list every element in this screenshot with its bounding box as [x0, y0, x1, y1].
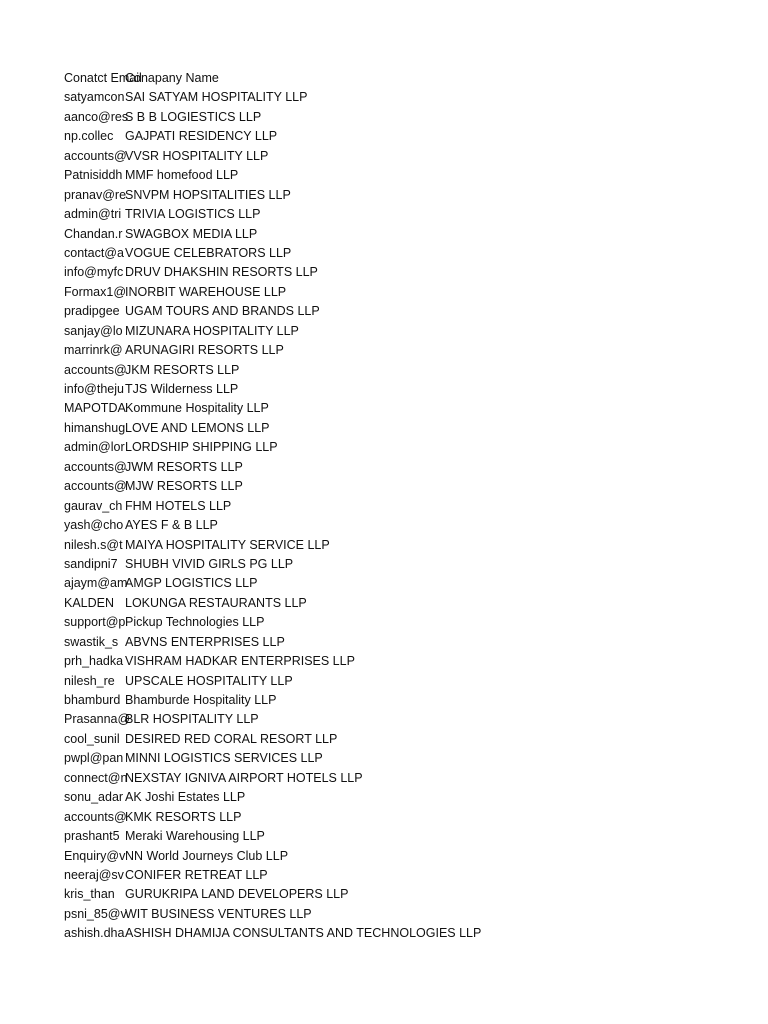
company-name-cell: NEXSTAY IGNIVA AIRPORT HOTELS LLP [125, 770, 363, 785]
contact-email-cell: himanshug [64, 420, 126, 435]
company-name-cell: VISHRAM HADKAR ENTERPRISES LLP [125, 654, 355, 669]
table-header-row [64, 69, 744, 88]
company-name-cell: AK Joshi Estates LLP [125, 790, 246, 805]
contact-email-cell: kris_than [64, 887, 115, 902]
contact-email-cell: nilesh.s@t [64, 537, 123, 552]
table-row [64, 788, 744, 807]
contact-email-cell: admin@lor [64, 440, 125, 455]
company-name-cell: JWM RESORTS LLP [125, 459, 243, 474]
company-name-cell: LOKUNGA RESTAURANTS LLP [125, 595, 307, 610]
company-name-cell: SAI SATYAM HOSPITALITY LLP [125, 90, 308, 105]
table-row [64, 749, 744, 768]
contact-email-cell: ashish.dha [64, 926, 125, 941]
contact-email-cell: yash@cho [64, 518, 124, 533]
table-row [64, 633, 744, 652]
table-row [64, 263, 744, 282]
table-row [64, 361, 744, 380]
company-name-cell: UPSCALE HOSPITALITY LLP [125, 673, 293, 688]
contact-email-cell: Prasanna@ [64, 712, 131, 727]
table-row [64, 322, 744, 341]
company-name-cell: DESIRED RED CORAL RESORT LLP [125, 731, 338, 746]
company-name-cell: JKM RESORTS LLP [125, 362, 240, 377]
table-row [64, 166, 744, 185]
table-row [64, 691, 744, 710]
contact-email-cell: accounts@ [64, 459, 127, 474]
company-name-cell: MINNI LOGISTICS SERVICES LLP [125, 751, 323, 766]
table-row [64, 225, 744, 244]
contact-email-cell: sanjay@lo [64, 323, 123, 338]
contact-email-cell: accounts@ [64, 148, 127, 163]
company-name-cell: KMK RESORTS LLP [125, 809, 242, 824]
contact-email-cell: swastik_s [64, 634, 119, 649]
table-row [64, 186, 744, 205]
table-row [64, 419, 744, 438]
company-name-cell: Kommune Hospitality LLP [125, 401, 269, 416]
table-row [64, 108, 744, 127]
table-row [64, 730, 744, 749]
contact-email-cell: contact@a [64, 245, 124, 260]
table-row [64, 147, 744, 166]
table-row [64, 244, 744, 263]
contact-email-cell: Enquiry@v [64, 848, 126, 863]
company-name-cell: Pickup Technologies LLP [125, 615, 265, 630]
table-row [64, 847, 744, 866]
company-name-cell: CONIFER RETREAT LLP [125, 867, 268, 882]
table-body [64, 88, 744, 943]
contact-email-cell: cool_sunil [64, 731, 120, 746]
company-name-cell: ABVNS ENTERPRISES LLP [125, 634, 285, 649]
company-name-cell: UGAM TOURS AND BRANDS LLP [125, 304, 320, 319]
company-name-header: Conapany Name [125, 71, 219, 85]
company-name-cell: ASHISH DHAMIJA CONSULTANTS AND TECHNOLOGIES LLP [125, 926, 482, 941]
company-name-cell: MJW RESORTS LLP [125, 479, 243, 494]
table-row [64, 283, 744, 302]
table-row [64, 438, 744, 457]
company-name-cell: ARUNAGIRI RESORTS LLP [125, 343, 284, 358]
contact-email-cell: ajaym@am [64, 576, 128, 591]
table-row [64, 594, 744, 613]
company-name-cell: VOGUE CELEBRATORS LLP [125, 245, 292, 260]
company-name-cell: SHUBH VIVID GIRLS PG LLP [125, 556, 294, 571]
company-name-cell: AYES F & B LLP [125, 518, 218, 533]
contact-email-cell: sandipni7 [64, 556, 118, 571]
company-name-cell: S B B LOGIESTICS LLP [125, 109, 262, 124]
company-name-cell: TJS Wilderness LLP [125, 382, 239, 396]
table-row [64, 302, 744, 321]
contact-email-cell: np.collec [64, 129, 114, 144]
table-row [64, 924, 744, 943]
contact-email-cell: Chandan.r [64, 226, 123, 241]
company-name-cell: SWAGBOX MEDIA LLP [125, 226, 258, 241]
contact-email-cell: support@p [64, 615, 126, 630]
contact-email-cell: accounts@ [64, 479, 127, 494]
table-row [64, 497, 744, 516]
table-row [64, 458, 744, 477]
table-row [64, 380, 744, 399]
contact-email-cell: pwpl@pan [64, 751, 124, 766]
contact-email-cell: accounts@ [64, 809, 127, 824]
contact-email-cell: marrinrk@ [64, 343, 123, 358]
company-name-cell: MAIYA HOSPITALITY SERVICE LLP [125, 537, 330, 552]
contact-email-cell: prh_hadka [64, 654, 124, 669]
table-row [64, 866, 744, 885]
company-name-cell: SNVPM HOPSITALITIES LLP [125, 187, 291, 202]
contact-email-cell: gaurav_ch [64, 498, 123, 513]
company-name-cell: FHM HOTELS LLP [125, 498, 232, 513]
contact-email-cell: sonu_adar [64, 790, 124, 805]
table-row [64, 652, 744, 671]
company-name-cell: GURUKRIPA LAND DEVELOPERS LLP [125, 887, 349, 902]
company-name-cell: DRUV DHAKSHIN RESORTS LLP [125, 265, 318, 280]
contact-email-cell: aanco@res [64, 109, 129, 124]
table-row [64, 885, 744, 904]
company-name-cell: MMF homefood LLP [125, 168, 239, 183]
contact-email-cell: psni_85@v [64, 906, 127, 921]
company-name-cell: LORDSHIP SHIPPING LLP [125, 440, 278, 455]
company-name-cell: GAJPATI RESIDENCY LLP [125, 129, 278, 144]
company-name-cell: TRIVIA LOGISTICS LLP [125, 207, 261, 222]
company-name-cell: VVSR HOSPITALITY LLP [125, 148, 269, 163]
contact-email-cell: MAPOTDA [64, 401, 126, 416]
table-row [64, 905, 744, 924]
table-row [64, 88, 744, 107]
table-row [64, 808, 744, 827]
contact-email-cell: info@myfc [64, 265, 124, 280]
table-row [64, 127, 744, 146]
table-row [64, 399, 744, 418]
contact-email-cell: nilesh_re [64, 673, 115, 688]
contact-email-cell: Formax1@ [64, 284, 127, 299]
contact-email-cell: connect@n [64, 770, 128, 785]
contact-email-cell: bhamburd [64, 693, 121, 707]
company-name-cell: NN World Journeys Club LLP [125, 848, 289, 863]
table-row [64, 769, 744, 788]
contact-email-cell: pradipgee [64, 304, 120, 319]
contact-email-cell: prashant5 [64, 829, 120, 844]
table-row [64, 205, 744, 224]
contact-email-cell: KALDEN [64, 595, 115, 610]
table-row [64, 555, 744, 574]
table-row [64, 613, 744, 632]
table-row [64, 827, 744, 846]
contact-email-cell: accounts@ [64, 362, 127, 377]
contact-email-cell: neeraj@sv [64, 867, 124, 882]
company-name-cell: Meraki Warehousing LLP [125, 829, 265, 844]
table-row [64, 574, 744, 593]
table-row [64, 710, 744, 729]
company-name-cell: INORBIT WAREHOUSE LLP [125, 284, 287, 299]
contact-table [64, 69, 744, 944]
company-name-cell: AMGP LOGISTICS LLP [125, 576, 258, 591]
company-name-cell: MIZUNARA HOSPITALITY LLP [125, 323, 299, 338]
contact-email-cell: satyamcon [64, 90, 125, 105]
contact-email-cell: pranav@re [64, 187, 127, 202]
table-row [64, 341, 744, 360]
contact-email-cell: admin@tri [64, 207, 122, 222]
contact-email-cell: Patnisiddh [64, 168, 123, 183]
company-name-cell: Bhamburde Hospitality LLP [125, 693, 277, 707]
company-name-cell: WIT BUSINESS VENTURES LLP [125, 906, 312, 921]
contact-email-header: Conatct Email [64, 71, 142, 85]
table-row [64, 672, 744, 691]
table-row [64, 477, 744, 496]
company-name-cell: BLR HOSPITALITY LLP [125, 712, 259, 727]
contact-email-cell: info@theju [64, 382, 124, 396]
table-row [64, 516, 744, 535]
company-name-cell: LOVE AND LEMONS LLP [125, 420, 270, 435]
table-row [64, 536, 744, 555]
